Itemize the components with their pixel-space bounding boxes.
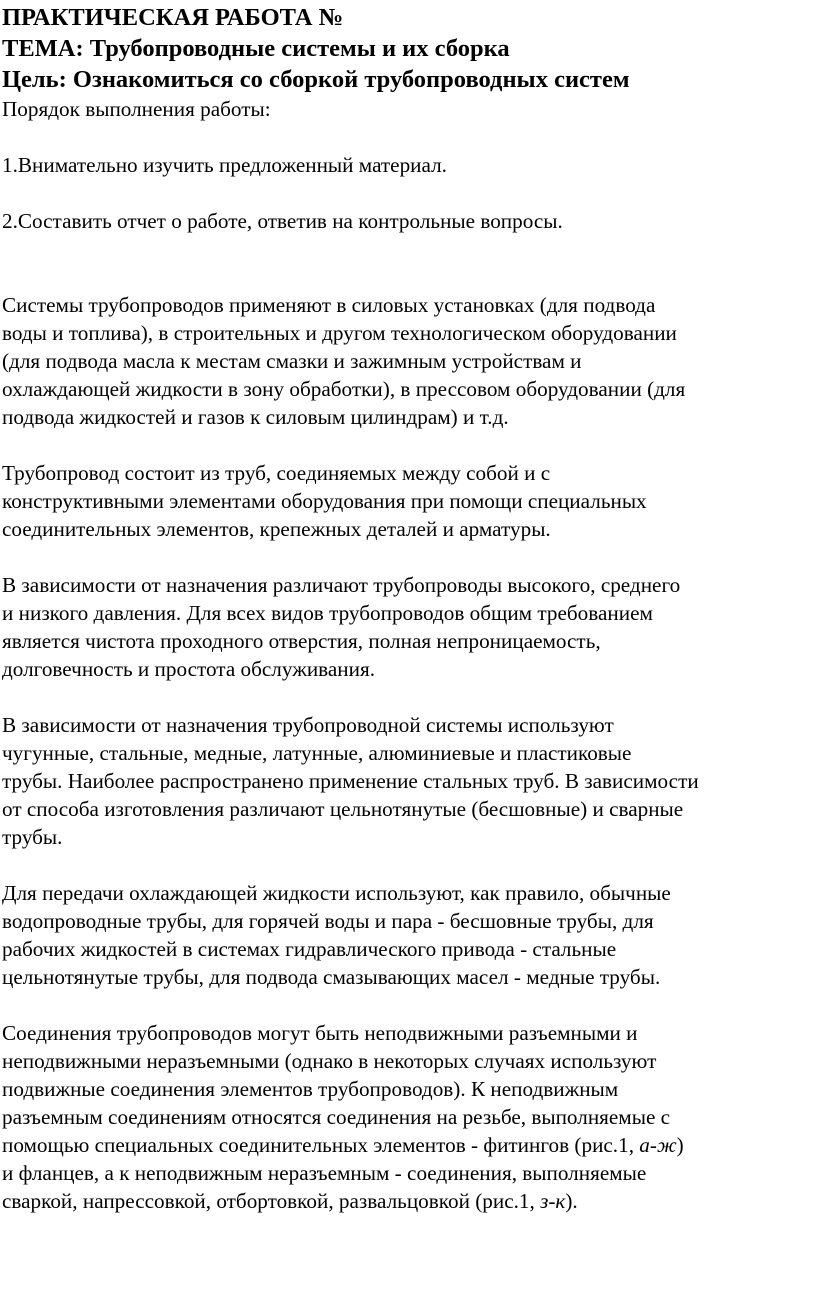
text-line: соединительных элементов, крепежных деталей и арматуры. [2, 517, 551, 541]
text-line: водопроводные трубы, для горячей воды и пара - бесшовные трубы, для [2, 909, 654, 933]
text-line: является чистота проходного отверстия, полная непроницаемость, [2, 629, 601, 653]
figure-reference-italic: а-ж [639, 1133, 677, 1157]
text-line: В зависимости от назначения различают трубопроводы высокого, среднего [2, 573, 681, 597]
figure-reference-italic: з-к [540, 1189, 566, 1213]
document-topic: ТЕМА: Трубопроводные системы и их сборка [2, 35, 510, 62]
text-line: подвода жидкостей и газов к силовым цилиндрам) и т.д. [2, 405, 509, 429]
paragraph-piping-applications [2, 291, 814, 431]
text-line: охлаждающей жидкости в зону обработки), в прессовом оборудовании (для [2, 377, 686, 401]
text-line: и фланцев, а к неподвижным неразъемным - соединения, выполняемые [2, 1161, 647, 1185]
text-line: трубы. Наиболее распространено применение стальных труб. В зависимости [2, 769, 699, 793]
text-line: чугунные, стальные, медные, латунные, алюминиевые и пластиковые [2, 741, 632, 765]
text-line: неподвижными неразъемными (однако в некоторых случаях используют [2, 1049, 657, 1073]
text-fragment: сваркой, напрессовкой, отбортовкой, развальцовкой (рис.1, [2, 1189, 541, 1213]
document-page [2, 0, 814, 1215]
text-line: долговечность и простота обслуживания. [2, 657, 376, 681]
text-line: воды и топлива), в строительных и другом технологическом оборудовании [2, 321, 677, 345]
text-line: цельнотянутые трубы, для подвода смазывающих масел - медные трубы. [2, 965, 661, 989]
text-line: В зависимости от назначения трубопроводной системы используют [2, 713, 614, 737]
text-line: и низкого давления. Для всех видов трубопроводов общим требованием [2, 601, 653, 625]
procedure-intro: Порядок выполнения работы: [2, 97, 271, 121]
text-line [2, 1187, 814, 1215]
text-line: Соединения трубопроводов могут быть неподвижными разъемными и [2, 1021, 638, 1045]
paragraph-pipe-connections [2, 1019, 814, 1215]
text-fragment: помощью специальных соединительных элементов - фитингов (рис.1, [2, 1133, 640, 1157]
paragraph-pipeline-composition [2, 459, 814, 543]
text-line: подвижные соединения элементов трубопроводов). К неподвижным [2, 1077, 619, 1101]
text-line [2, 1131, 814, 1159]
text-line: конструктивными элементами оборудования при помощи специальных [2, 489, 647, 513]
text-line: Трубопровод состоит из труб, соединяемых между собой и с [2, 461, 551, 485]
text-fragment: ). [565, 1189, 578, 1213]
text-fragment: ) [676, 1133, 684, 1157]
text-line: Системы трубопроводов применяют в силовых установках (для подвода [2, 293, 656, 317]
text-line: рабочих жидкостей в системах гидравлического привода - стальные [2, 937, 617, 961]
text-line: Для передачи охлаждающей жидкости используют, как правило, обычные [2, 881, 671, 905]
text-line: разъемным соединениям относятся соединения на резьбе, выполняемые с [2, 1105, 671, 1129]
procedure-step-2: 2.Составить отчет о работе, ответив на контрольные вопросы. [2, 209, 563, 233]
text-line: трубы. [2, 825, 63, 849]
text-line: (для подвода масла к местам смазки и зажимным устройствам и [2, 349, 582, 373]
paragraph-pipe-materials [2, 711, 814, 851]
procedure-step-1: 1.Внимательно изучить предложенный материал. [2, 153, 447, 177]
document-title: ПРАКТИЧЕСКАЯ РАБОТА № [2, 4, 344, 31]
text-line: от способа изготовления различают цельнотянутые (бесшовные) и сварные [2, 797, 684, 821]
document-goal: Цель: Ознакомиться со сборкой трубопроводных систем [2, 66, 630, 93]
paragraph-pressure-classes [2, 571, 814, 683]
paragraph-fluid-transfer [2, 879, 814, 991]
